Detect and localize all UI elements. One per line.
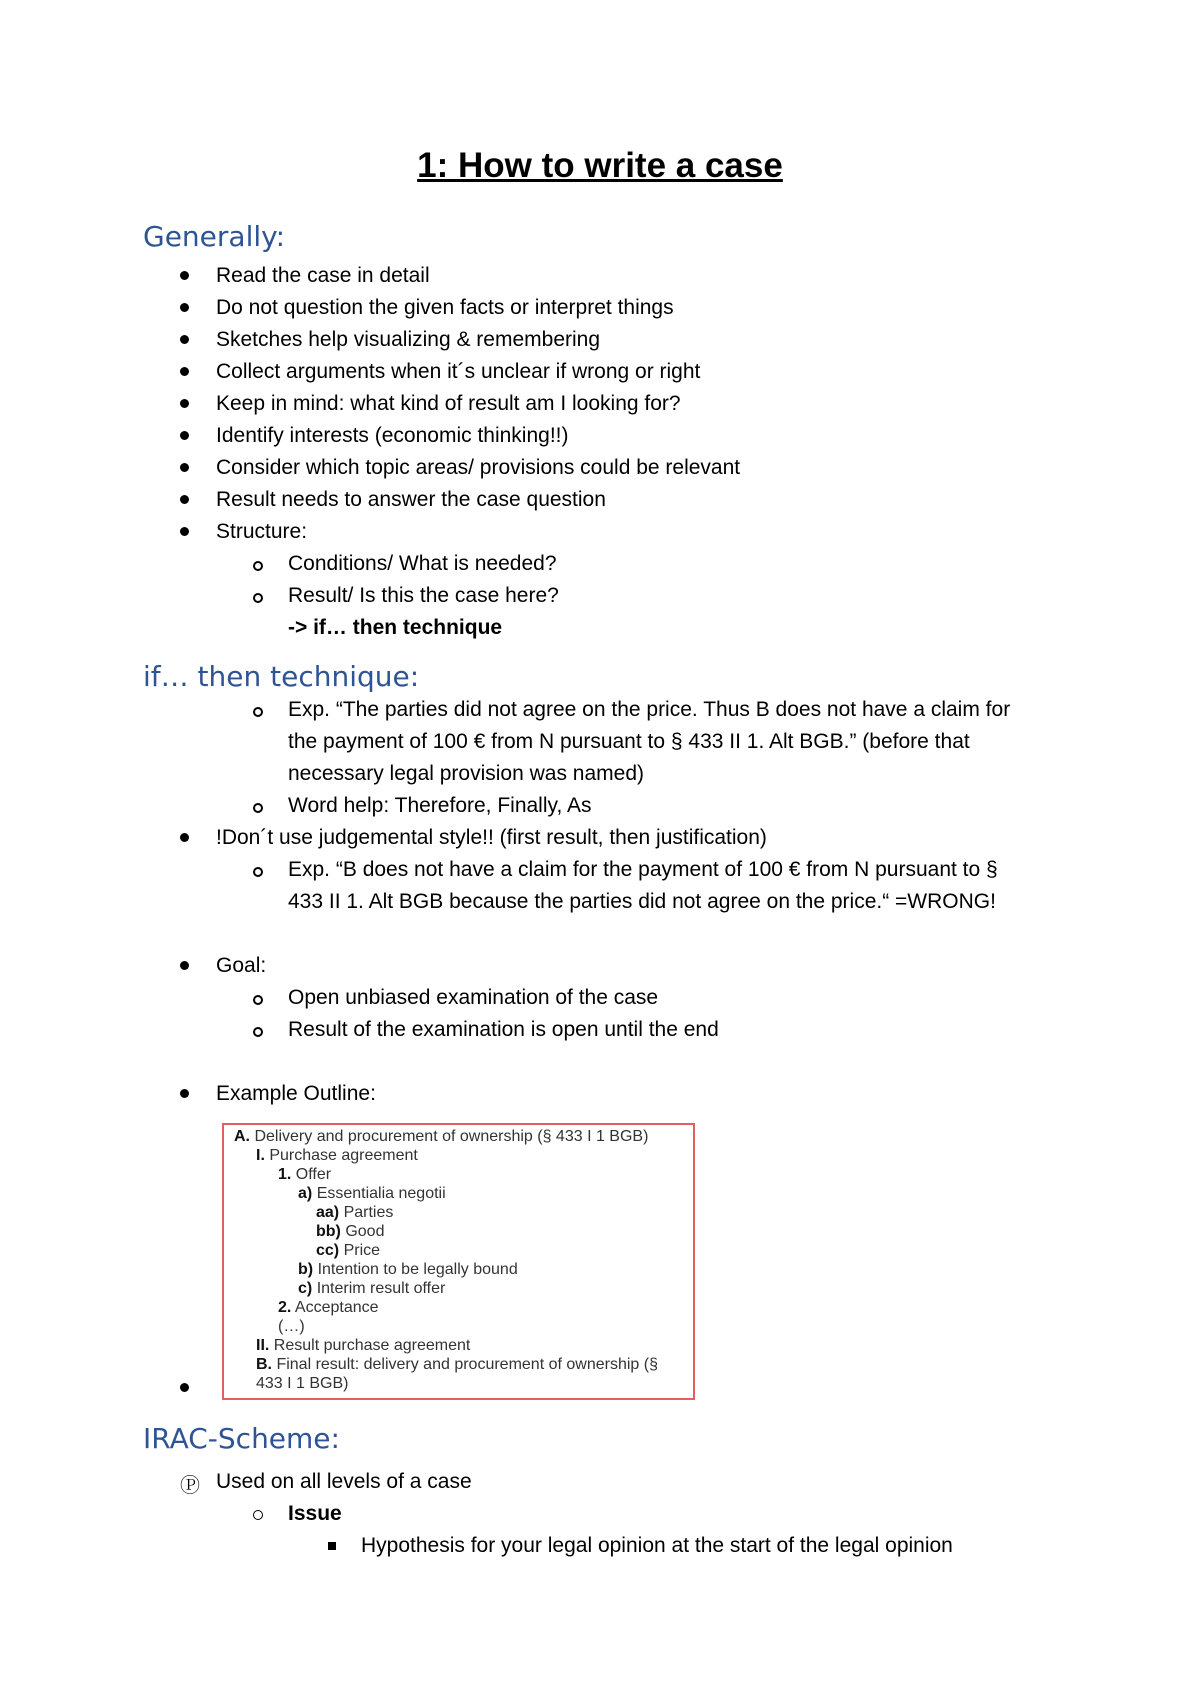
bullet [180, 527, 189, 536]
goal-item-2: Result of the examination is open until the end [288, 1018, 719, 1041]
bullet [180, 495, 189, 504]
word-help: Word help: Therefore, Finally, As [288, 794, 592, 817]
outline-line-c: c) Interim result offer [298, 1280, 446, 1297]
sub-bullet [253, 707, 263, 717]
sub-bullet [253, 867, 263, 877]
bullet [180, 303, 189, 312]
irac-issue: Issue [288, 1502, 342, 1525]
goal-label: Goal: [216, 954, 267, 977]
bullet [180, 271, 189, 280]
example-outline-box [222, 1123, 695, 1400]
p-circle-icon: Ⓟ [180, 1475, 200, 1497]
generally-item: Keep in mind: what kind of result am I looking for? [216, 392, 681, 415]
outline-line-2: 2. Acceptance [278, 1299, 379, 1316]
generally-item: Read the case in detail [216, 264, 430, 287]
outline-line-1: 1. Offer [278, 1166, 332, 1183]
outline-line-aa: aa) Parties [316, 1204, 394, 1221]
generally-item: Collect arguments when it´s unclear if wrong or right [216, 360, 701, 383]
outline-line-i: I. Purchase agreement [256, 1147, 418, 1164]
sub-bullet [253, 561, 263, 571]
sub-bullet [253, 593, 263, 603]
generally-item: Result needs to answer the case question [216, 488, 606, 511]
sub-bullet [253, 1510, 263, 1520]
generally-item: Identify interests (economic thinking!!) [216, 424, 569, 447]
irac-hypothesis: Hypothesis for your legal opinion at the start of the legal opinion [361, 1534, 953, 1557]
square-bullet [328, 1542, 336, 1550]
bullet [180, 431, 189, 440]
bullet [180, 335, 189, 344]
sub-bullet [253, 1027, 263, 1037]
structure-sub-item-1: Conditions/ What is needed? [288, 552, 557, 575]
structure-sub-item-2: Result/ Is this the case here? [288, 584, 559, 607]
bullet [180, 1383, 189, 1392]
bullet [180, 961, 189, 970]
if-then-example-line-1: Exp. “The parties did not agree on the price. Thus B does not have a claim for [288, 698, 1011, 721]
heading-generally: Generally: [143, 220, 286, 253]
generally-item: Sketches help visualizing & remembering [216, 328, 601, 351]
irac-used: Used on all levels of a case [216, 1470, 472, 1493]
heading-if-then: if… then technique: [143, 660, 420, 693]
goal-item-1: Open unbiased examination of the case [288, 986, 659, 1009]
bullet [180, 833, 189, 842]
bullet [180, 367, 189, 376]
bullet [180, 399, 189, 408]
bullet [180, 1089, 189, 1098]
generally-item: Structure: [216, 520, 308, 543]
outline-line-a2: a) Essentialia negotii [298, 1185, 446, 1202]
heading-irac: IRAC-Scheme: [143, 1422, 340, 1455]
outline-line-a: A. Delivery and procurement of ownership (§ 433 I 1 BGB) [234, 1128, 649, 1145]
generally-item: Do not question the given facts or interpret things [216, 296, 674, 319]
outline-line-cc: cc) Price [316, 1242, 381, 1259]
judgemental-style: !Don´t use judgemental style!! (first result, then justification) [216, 826, 767, 849]
example-outline-label: Example Outline: [216, 1082, 376, 1105]
if-then-example-line-3: necessary legal provision was named) [288, 762, 645, 785]
wrong-example-line-2: 433 II 1. Alt BGB because the parties did not agree on the price.“ =WRONG! [288, 890, 996, 913]
outline-line-ii: II. Result purchase agreement [256, 1337, 471, 1354]
outline-line-b: b) Intention to be legally bound [298, 1261, 518, 1278]
outline-line-b-final: B. Final result: delivery and procurement of ownership (§ [256, 1356, 658, 1373]
generally-item: Consider which topic areas/ provisions could be relevant [216, 456, 741, 479]
sub-bullet [253, 995, 263, 1005]
wrong-example-line-1: Exp. “B does not have a claim for the payment of 100 € from N pursuant to § [288, 858, 998, 881]
page-title: 1: How to write a case [417, 146, 783, 185]
outline-line-b-final-2: 433 I 1 BGB) [256, 1375, 349, 1392]
if-then-example-line-2: the payment of 100 € from N pursuant to § 433 II 1. Alt BGB.” (before that [288, 730, 970, 753]
sub-bullet [253, 803, 263, 813]
outline-line-ellipsis: (…) [278, 1318, 305, 1335]
bullet [180, 463, 189, 472]
structure-sub-note: -> if… then technique [288, 616, 503, 639]
outline-line-bb: bb) Good [316, 1223, 385, 1240]
